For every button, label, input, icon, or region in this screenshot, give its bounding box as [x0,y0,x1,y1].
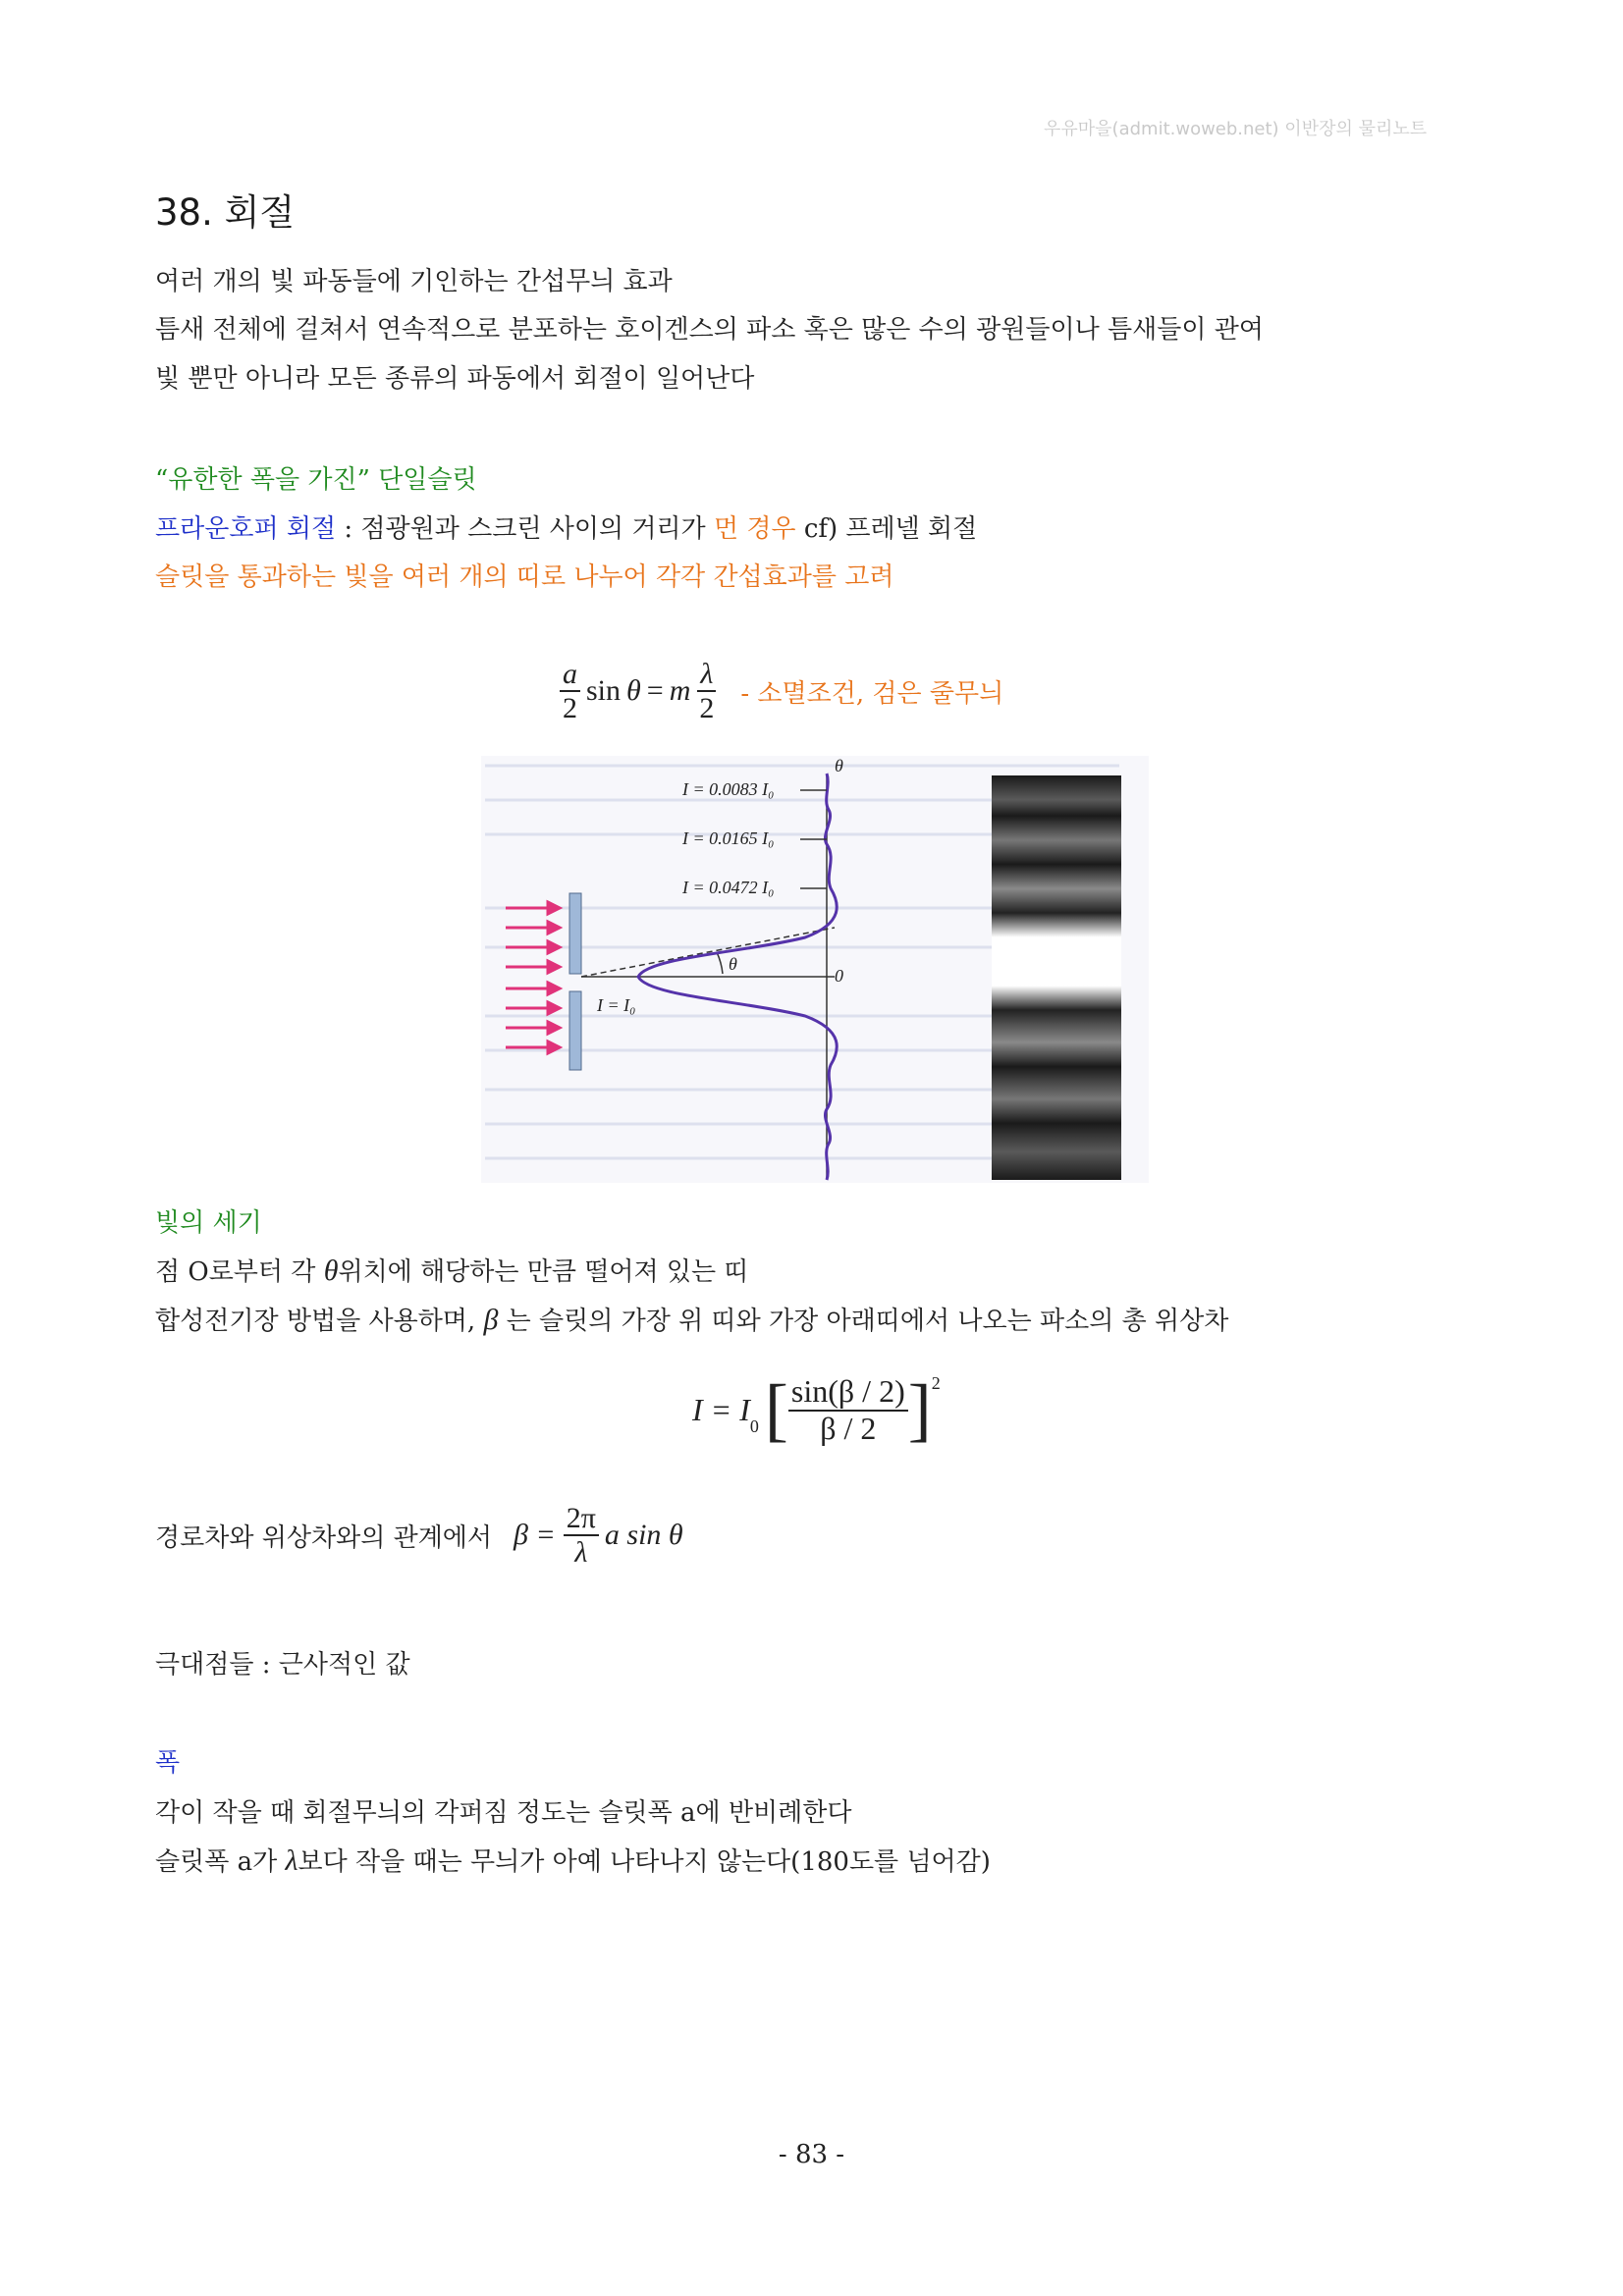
condition-label: - 소멸조건, 검은 줄무늬 [740,678,1004,709]
fraunhofer-mid: : 점광원과 스크린 사이의 거리가 [336,514,714,544]
page-title: 38. 회절 [155,191,296,234]
label-theta-top: θ [835,756,843,775]
path-difference-line: 경로차와 위상차와의 관계에서 β = $\frac{2\pi}{\lambda}$ a sin θ [155,1502,683,1569]
fraunhofer-far: 먼 경우 [713,514,796,544]
label-theta-angle: θ [729,954,737,974]
single-slit-heading: “유한한 폭을 가진” 단일슬릿 [155,465,477,495]
maxima-line: 극대점들 : 근사적인 값 [155,1650,410,1680]
eq3-fraction: $\frac{2\pi}{\lambda}$ [564,1502,599,1569]
intro-line-2: 틈새 전체에 걸쳐서 연속적으로 분포하는 호이겐스의 파소 혹은 많은 수의 광원들이나 틈새들이 관여 [155,315,1264,345]
label-min2: I = 0.0165 I₀ [682,828,775,848]
intro-line-3: 빛 뿐만 아니라 모든 종류의 파동에서 회절이 일어난다 [155,364,755,394]
left-bracket: [ [764,1370,788,1449]
intensity-line-1: 점 O로부터 각 θ위치에 해당하는 만큼 떨어져 있는 띠 [155,1255,749,1287]
label-origin: 0 [835,966,843,986]
slit-barrier-bottom [569,991,581,1070]
label-min3: I = 0.0472 I₀ [682,878,775,897]
width-line-1: 각이 작을 때 회절무늬의 각퍼짐 정도는 슬릿폭 a에 반비례한다 [155,1798,852,1828]
fraunhofer-line [155,508,977,545]
label-max: I = I₀ [597,995,636,1015]
fringe-photo [992,775,1121,1180]
label-min1: I = 0.0083 I₀ [682,779,775,799]
diffraction-diagram [471,756,1149,1183]
intro-line-1: 여러 개의 빛 파동들에 기인하는 간섭무늬 효과 [155,267,673,296]
min-condition-equation: $\frac{a}{2}$ sin θ = m $\frac{\lambda}{2}$ - 소멸조건, 검은 줄무늬 [560,658,1003,724]
width-heading: 폭 [155,1748,181,1778]
intensity-line-2: 합성전기장 방법을 사용하며, β 는 슬릿의 가장 위 띠와 가장 아래띠에서 나오는 파소의 총 위상차 [155,1304,1229,1336]
method-line: 슬릿을 통과하는 빛을 여러 개의 띠로 나누어 각각 간섭효과를 고려 [155,562,894,592]
page-number: - 83 - [778,2140,845,2169]
eq1-frac-a: $\frac{a}{2}$ [560,658,580,724]
eq2-fraction: $\frac{\sin(\beta / 2)}{\beta / 2}$ [788,1374,908,1445]
fraunhofer-end: cf) 프레넬 회절 [795,514,978,544]
header-note: 우유마을(admit.woweb.net) 이반장의 물리노트 [1044,119,1428,139]
width-line-2: 슬릿폭 a가 λ보다 작을 때는 무늬가 아예 나타나지 않는다(180도를 넘어감) [155,1844,991,1877]
intensity-heading: 빛의 세기 [155,1208,262,1238]
right-bracket: ] [907,1370,932,1449]
fraunhofer-term: 프라운호퍼 회절 [155,514,337,544]
single-slit-diffraction-figure [471,756,1149,1183]
slit-barrier-top [569,893,581,974]
eq1-frac-lambda: $\frac{\lambda}{2}$ [699,658,715,724]
intensity-equation: I = I 0 [ $\frac{\sin(\beta / 2)}{\beta / 2}$ ] 2 [692,1370,941,1449]
